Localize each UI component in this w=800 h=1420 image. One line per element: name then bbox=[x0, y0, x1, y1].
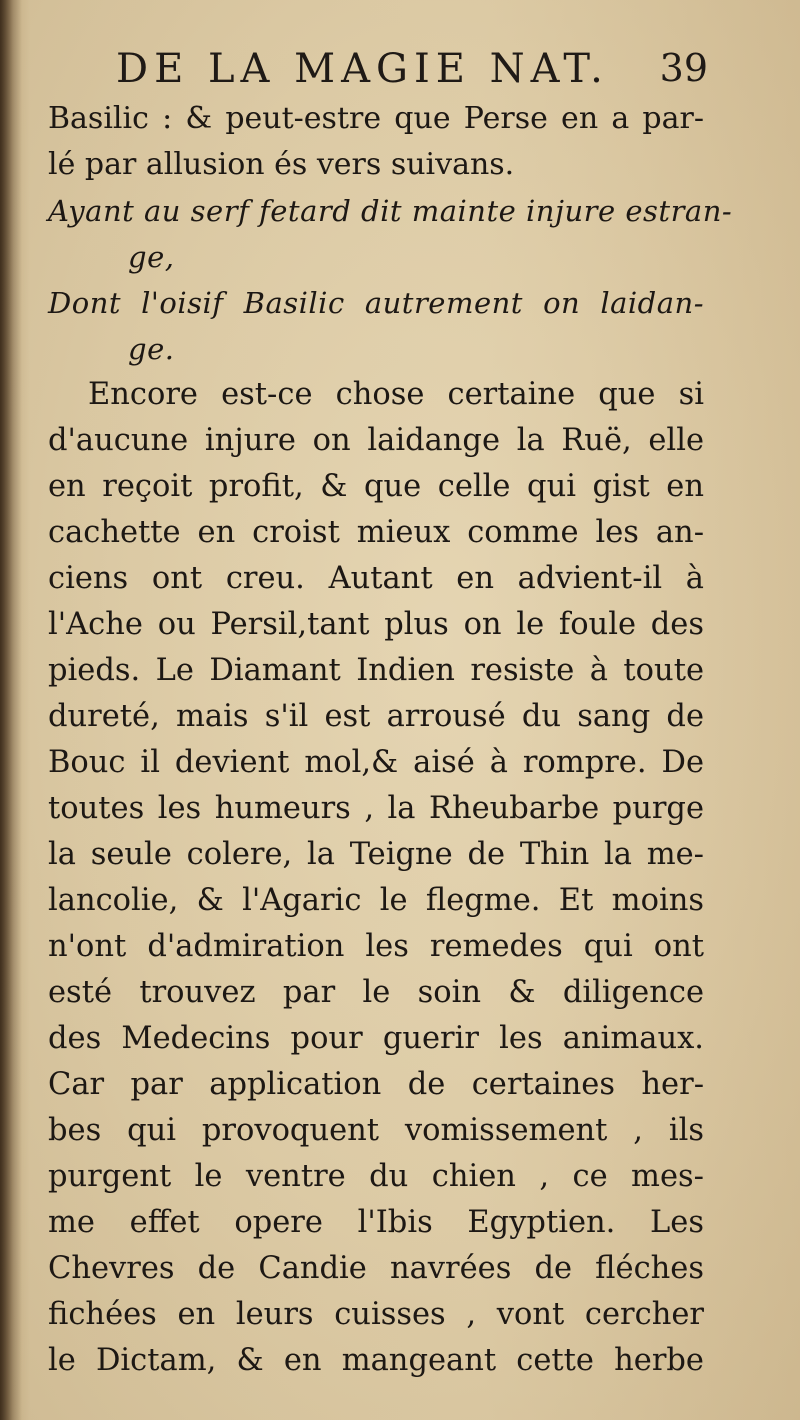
page-number: 39 bbox=[659, 46, 708, 90]
text-line: la seule colere, la Teigne de Thin la me- bbox=[48, 837, 704, 872]
text-line: lé par allusion és vers suivans. bbox=[48, 147, 515, 182]
text-line: purgent le ventre du chien , ce mes- bbox=[48, 1159, 704, 1194]
text-line: d'aucune injure on laidange la Ruë, elle bbox=[48, 423, 704, 458]
text-line: l'Ache ou Persil,tant plus on le foule des bbox=[48, 607, 704, 642]
text-line: en reçoit profit, & que celle qui gist en bbox=[48, 469, 704, 504]
text-line: n'ont d'admiration les remedes qui ont bbox=[48, 929, 704, 964]
text-line: lancolie, & l'Agaric le flegme. Et moins bbox=[48, 883, 704, 918]
text-line: fichées en leurs cuisses , vont cercher bbox=[48, 1297, 704, 1332]
text-line: Encore est-ce chose certaine que si bbox=[88, 377, 704, 412]
text-line: Car par application de certaines her- bbox=[48, 1067, 704, 1102]
verse-line: Ayant au serf fetard dit mainte injure estran- bbox=[48, 194, 733, 228]
verse-line: Dont l'oisif Basilic autrement on laidan- bbox=[48, 286, 704, 320]
text-line: Basilic : & peut-estre que Perse en a par- bbox=[48, 101, 704, 136]
text-line: cachette en croist mieux comme les an- bbox=[48, 515, 704, 550]
text-line: pieds. Le Diamant Indien resiste à toute bbox=[48, 653, 704, 688]
verse-line: ge. bbox=[128, 332, 175, 366]
text-line: esté trouvez par le soin & diligence bbox=[48, 975, 704, 1010]
text-line: dureté, mais s'il est arrousé du sang de bbox=[48, 699, 704, 734]
text-line: Bouc il devient mol,& aisé à rompre. De bbox=[48, 745, 704, 780]
text-line: des Medecins pour guerir les animaux. bbox=[48, 1021, 704, 1056]
running-title: DE LA MAGIE NAT. bbox=[116, 46, 609, 92]
page-header bbox=[100, 42, 720, 98]
text-line: Chevres de Candie navrées de fléches bbox=[48, 1251, 704, 1286]
text-line: me effet opere l'Ibis Egyptien. Les bbox=[48, 1205, 704, 1240]
text-line: le Dictam, & en mangeant cette herbe bbox=[48, 1343, 704, 1378]
body-text bbox=[48, 96, 733, 1384]
text-line: ciens ont creu. Autant en advient-il à bbox=[48, 561, 704, 596]
text-line: toutes les humeurs , la Rheubarbe purge bbox=[48, 791, 704, 826]
verse-line: ge, bbox=[128, 240, 175, 274]
binding-gutter-shadow bbox=[0, 0, 22, 1420]
text-line: bes qui provoquent vomissement , ils bbox=[48, 1113, 704, 1148]
